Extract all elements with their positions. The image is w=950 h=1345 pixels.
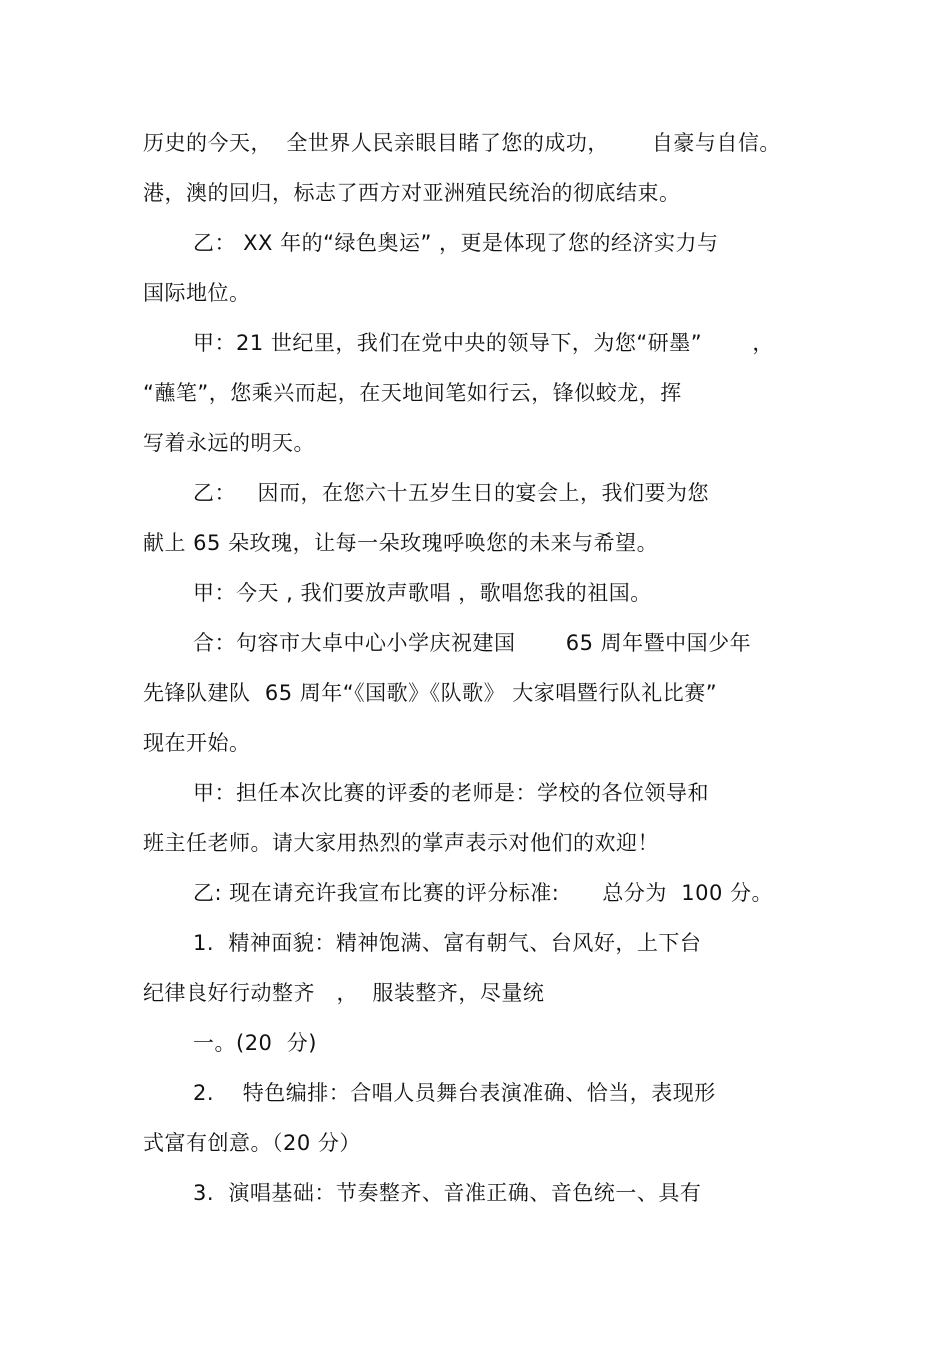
text-line-1: 历史的今天， 全世界人民亲眼目睹了您的成功， 自豪与自信。 (143, 131, 781, 155)
text-line-9: 献上 65 朵玫瑰，让每一朵玫瑰呼唤您的未来与希望。 (143, 531, 659, 555)
text-line-16: 乙: 现在请充许我宣布比赛的评分标准: 总分为 100 分。 (193, 881, 773, 905)
text-line-5: 甲：21 世纪里，我们在党中央的领导下，为您“研墨” ， (193, 331, 774, 355)
text-line-19: 一。(20 分) (193, 1031, 317, 1055)
text-line-15: 班主任老师。请大家用热烈的掌声表示对他们的欢迎！ (143, 831, 659, 855)
text-line-13: 现在开始。 (143, 731, 251, 755)
text-line-14: 甲：担任本次比赛的评委的老师是：学校的各位领导和 (193, 781, 709, 805)
text-line-21: 式富有创意。（20 分） (143, 1131, 361, 1155)
text-line-20: 2. 特色编排：合唱人员舞台表演准确、恰当，表现形 (193, 1081, 716, 1105)
text-line-17: 1. 精神面貌：精神饱满、富有朝气、台风好，上下台 (193, 931, 702, 955)
text-line-6: “蘸笔”，您乘兴而起，在天地间笔如行云，锋似蛟龙，挥 (143, 381, 682, 405)
text-line-12: 先锋队建队 65 周年“《国歌》《队歌》 大家唱暨行队礼比赛” (143, 681, 718, 705)
text-line-7: 写着永远的明天。 (143, 431, 315, 455)
text-line-22: 3. 演唱基础：节奏整齐、音准正确、音色统一、具有 (193, 1181, 702, 1205)
text-line-18: 纪律良好行动整齐 ， 服装整齐，尽量统 (143, 981, 545, 1005)
text-line-3: 乙： XX 年的“绿色奥运” ，更是体现了您的经济实力与 (193, 231, 719, 255)
text-line-8: 乙： 因而，在您六十五岁生日的宴会上，我们要为您 (193, 481, 710, 505)
text-line-10: 甲：今天 , 我们要放声歌唱 ，歌唱您我的祖国。 (193, 581, 652, 605)
text-line-2: 港，澳的回归，标志了西方对亚洲殖民统治的彻底结束。 (143, 181, 681, 205)
text-line-4: 国际地位。 (143, 281, 251, 305)
text-line-11: 合：句容市大卓中心小学庆祝建国 65 周年暨中国少年 (193, 631, 752, 655)
